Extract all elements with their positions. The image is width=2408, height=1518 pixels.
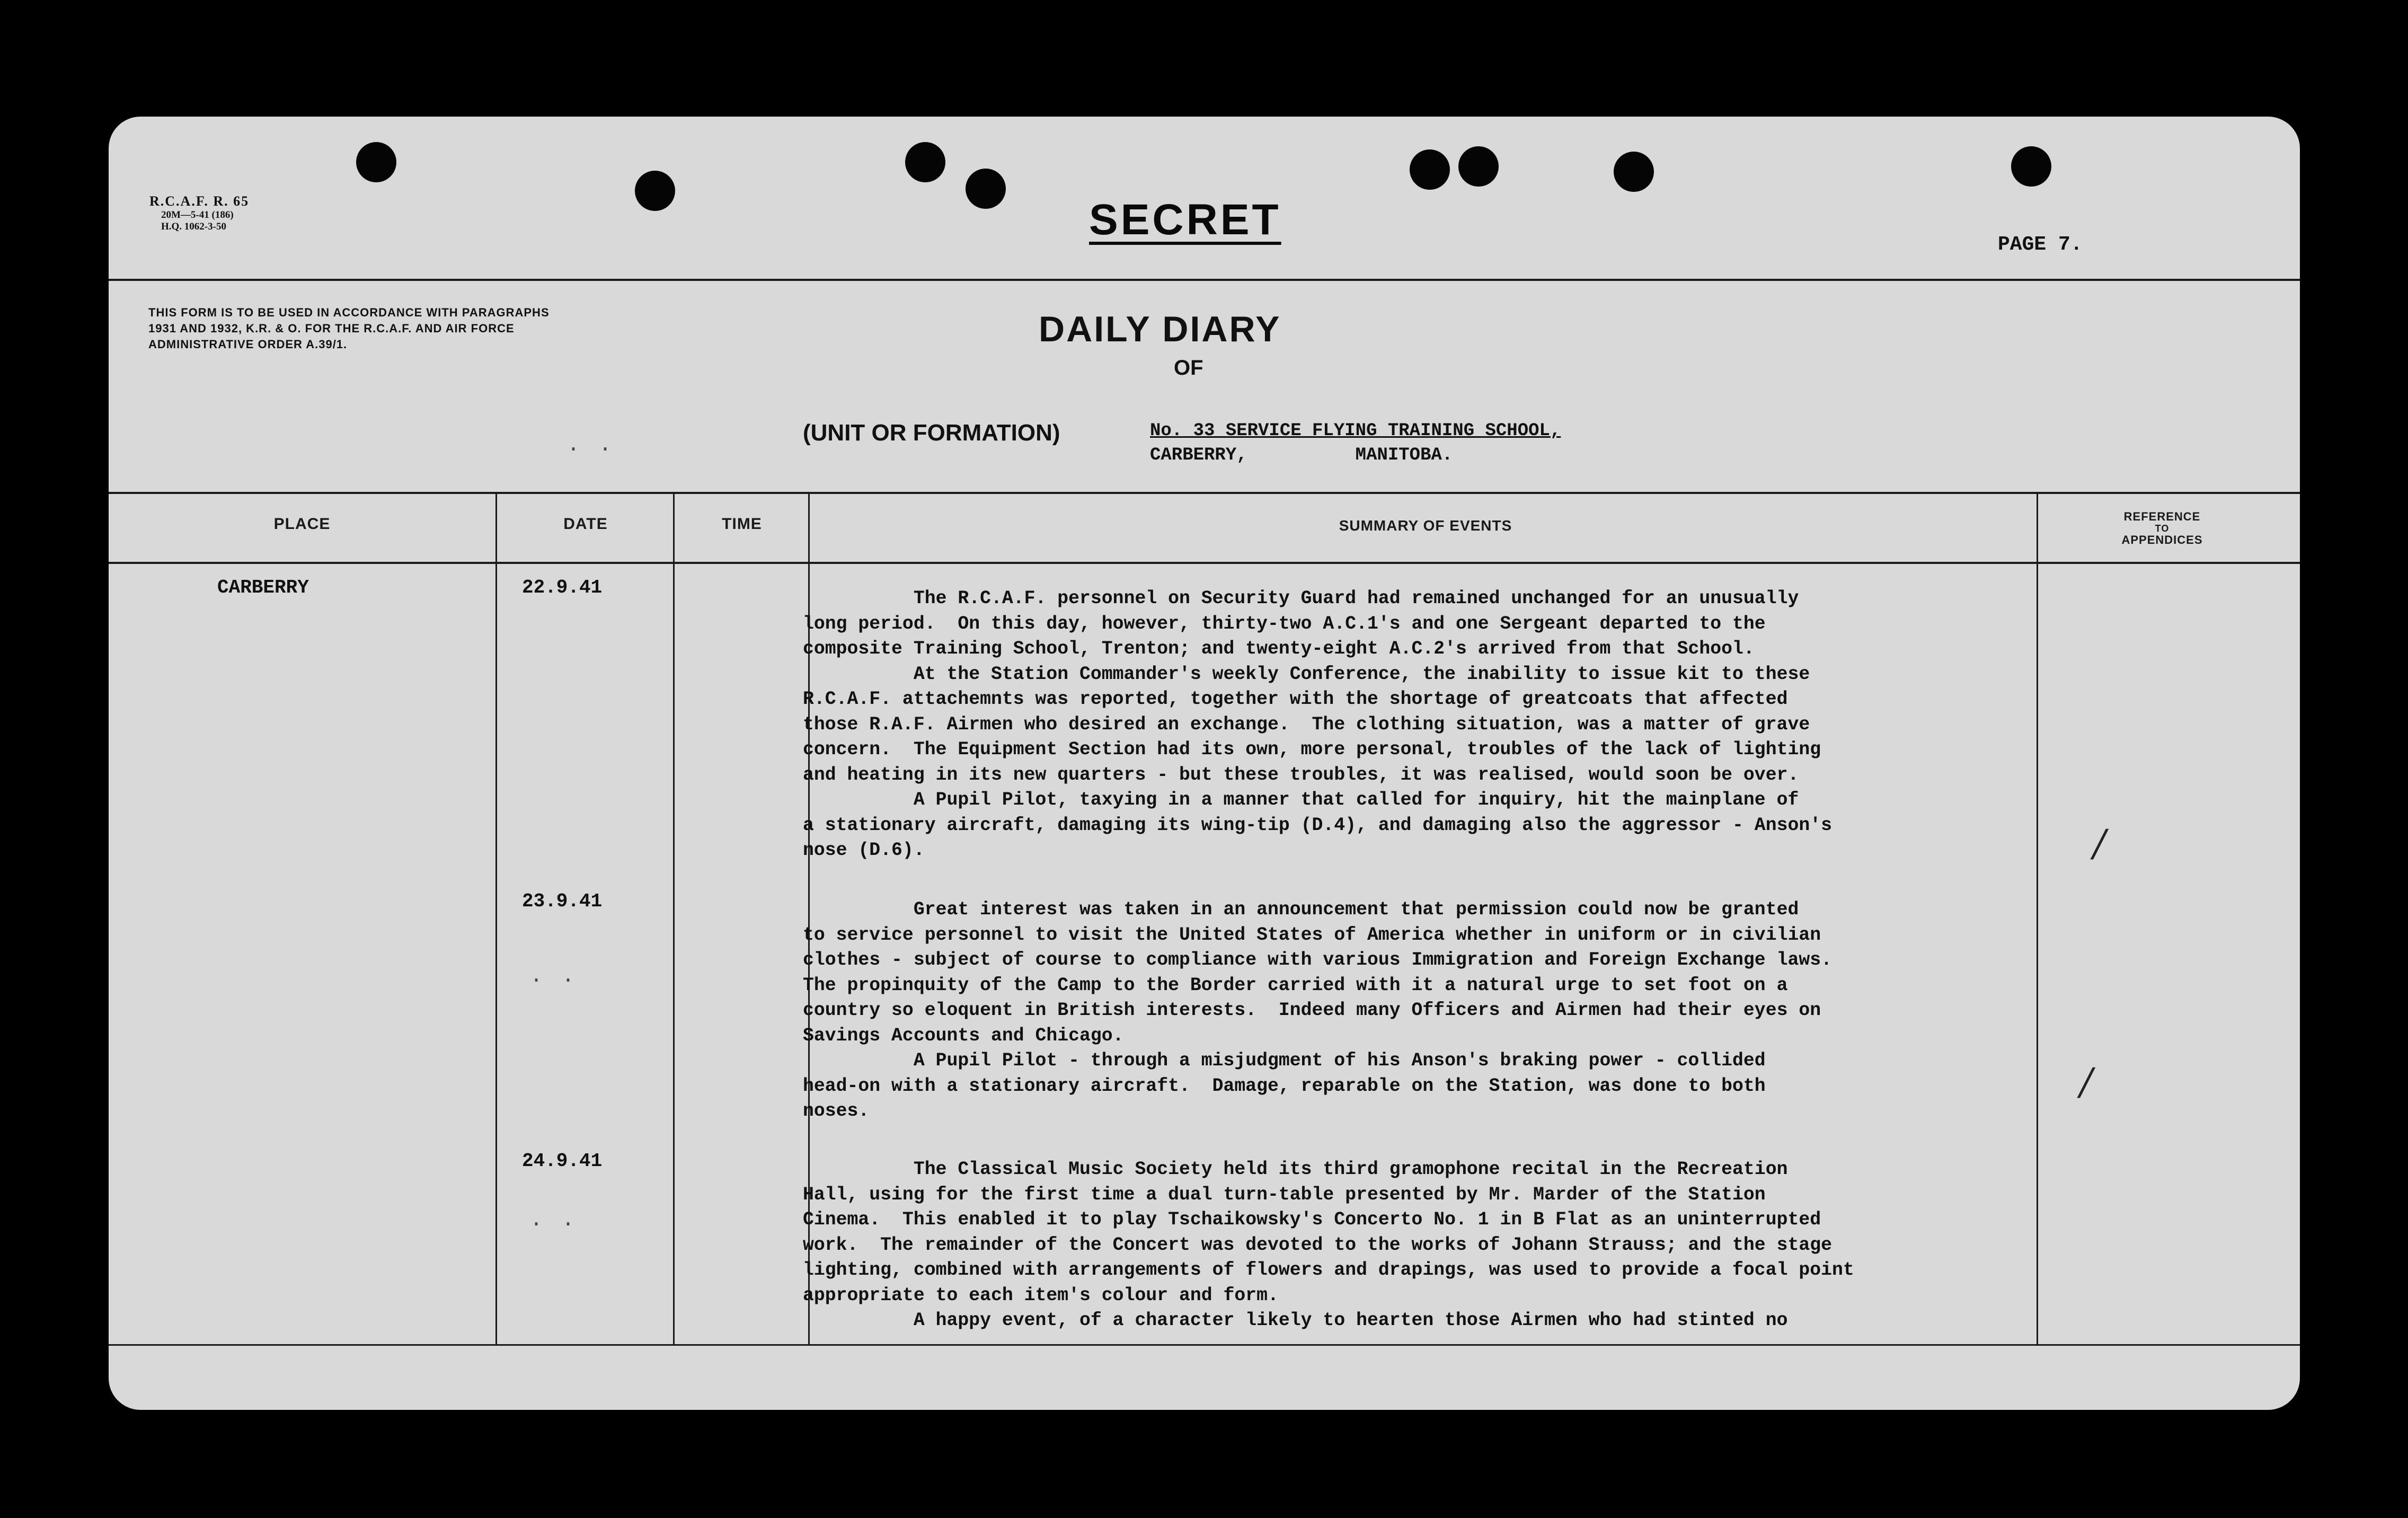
header-rule — [109, 279, 2300, 281]
punch-hole — [635, 171, 675, 211]
column-header-date: DATE — [563, 515, 608, 533]
unit-line-2: CARBERRY, MANITOBA. — [1150, 445, 1453, 465]
reference-tick-mark: / — [2080, 1060, 2093, 1104]
entry-date: 23.9.41 — [522, 890, 603, 912]
table-bottom-rule — [109, 1344, 2300, 1346]
page-number: PAGE 7. — [1998, 233, 2083, 256]
punch-hole — [1614, 152, 1654, 192]
column-header-time: TIME — [722, 515, 762, 533]
summary-entry: The Classical Music Society held its third gramophone recital in the Recreation Hall, using for the first time a dual turn-table presented by Mr. Marder of the Station Cinema. This enabled it to play Tschaikowsky's Concerto No. 1 in B Flat as an uninterrupted work. The remainder of the Concert was devoted to the works of Johann Strauss; and the stage lighting, combined with arrangements of flowers and drapings, was used to provide a focal point appropriate to each item's colour and form. A happy event, of a character likely to hearten those Airmen who had stinted no — [803, 1159, 1854, 1331]
place-value: CARBERRY — [217, 577, 309, 598]
punch-hole — [1410, 149, 1450, 190]
form-identifier — [149, 193, 249, 233]
column-divider — [495, 493, 497, 1345]
reference-label-line-1: REFERENCE — [2123, 510, 2201, 523]
entry-date: 24.9.41 — [522, 1150, 603, 1172]
punch-hole — [966, 169, 1006, 209]
unit-name — [1150, 419, 1561, 467]
form-hq-code: H.Q. 1062-3-50 — [161, 221, 226, 232]
form-print-code: 20M—5-41 (186) — [161, 209, 234, 220]
page-title: DAILY DIARY — [1039, 309, 1281, 349]
margin-dots: . . — [530, 1208, 578, 1232]
form-instructions: THIS FORM IS TO BE USED IN ACCORDANCE WITH PARAGRAPHS 1931 AND 1932, K.R. & O. FOR THE R.C.A.F. AND AIR FORCE ADMINISTRATIVE ORDER A.39/1. — [148, 306, 550, 351]
punch-hole — [1458, 146, 1499, 187]
margin-dots: . . — [567, 434, 615, 457]
reference-tick-mark: / — [2093, 822, 2106, 865]
entry-date: 22.9.41 — [522, 577, 603, 598]
reference-label-line-3: APPENDICES — [2121, 533, 2203, 546]
unit-label: (UNIT OR FORMATION) — [803, 420, 1060, 446]
column-header-summary: SUMMARY OF EVENTS — [1339, 517, 1512, 534]
punch-hole — [905, 142, 945, 182]
classification-stamp: SECRET — [1089, 196, 1281, 244]
column-divider — [673, 493, 675, 1345]
table-top-rule — [109, 492, 2300, 494]
form-number: R.C.A.F. R. 65 — [149, 193, 250, 209]
column-header-place: PLACE — [273, 515, 331, 533]
of-label: OF — [1174, 356, 1203, 380]
reference-label-line-2: TO — [2155, 523, 2170, 534]
summary-entry: The R.C.A.F. personnel on Security Guard had remained unchanged for an unusually long period. On this day, however, thirty-two A.C.1's and one Sergeant departed to the composite Training School, Trenton; and twenty-eight A.C.2's arrived from that School. At the Station Commander's weekly Conference, the inability to issue kit to these R.C.A.F. attachemnts was reported, together with the shortage of greatcoats that affected those R.A.F. Airmen who desired an exchange. The clothing situation, was a matter of grave concern. The Equipment Section had its own, more personal, troubles of the lack of lighting and heating in its new quarters - but these troubles, it was realised, would soon be over. A Pupil Pilot, taxying in a manner that called for inquiry, hit the mainplane of a stationary aircraft, damaging its wing-tip (D.4), and damaging also the aggressor - Anson's nose (D.6). — [803, 588, 1832, 861]
column-header-rule — [109, 562, 2300, 564]
punch-hole — [2011, 146, 2051, 187]
unit-line-1: No. 33 SERVICE FLYING TRAINING SCHOOL, — [1150, 421, 1561, 441]
margin-dots: . . — [530, 965, 578, 989]
summary-entry: Great interest was taken in an announcement that permission could now be granted to service personnel to visit the United States of America whether in uniform or in civilian clothes - subject of course to compliance with various Immigration and Foreign Exchange laws. The propinquity of the Camp to the Border carried with it a natural urge to set foot on a country so eloquent in British interests. Indeed many Officers and Airmen had their eyes on Savings Accounts and Chicago. A Pupil Pilot - through a misjudgment of his Anson's braking power - collided head-on with a stationary aircraft. Damage, reparable on the Station, was done to both noses. — [803, 899, 1832, 1122]
punch-hole — [356, 142, 396, 182]
column-header-reference — [2043, 511, 2281, 546]
